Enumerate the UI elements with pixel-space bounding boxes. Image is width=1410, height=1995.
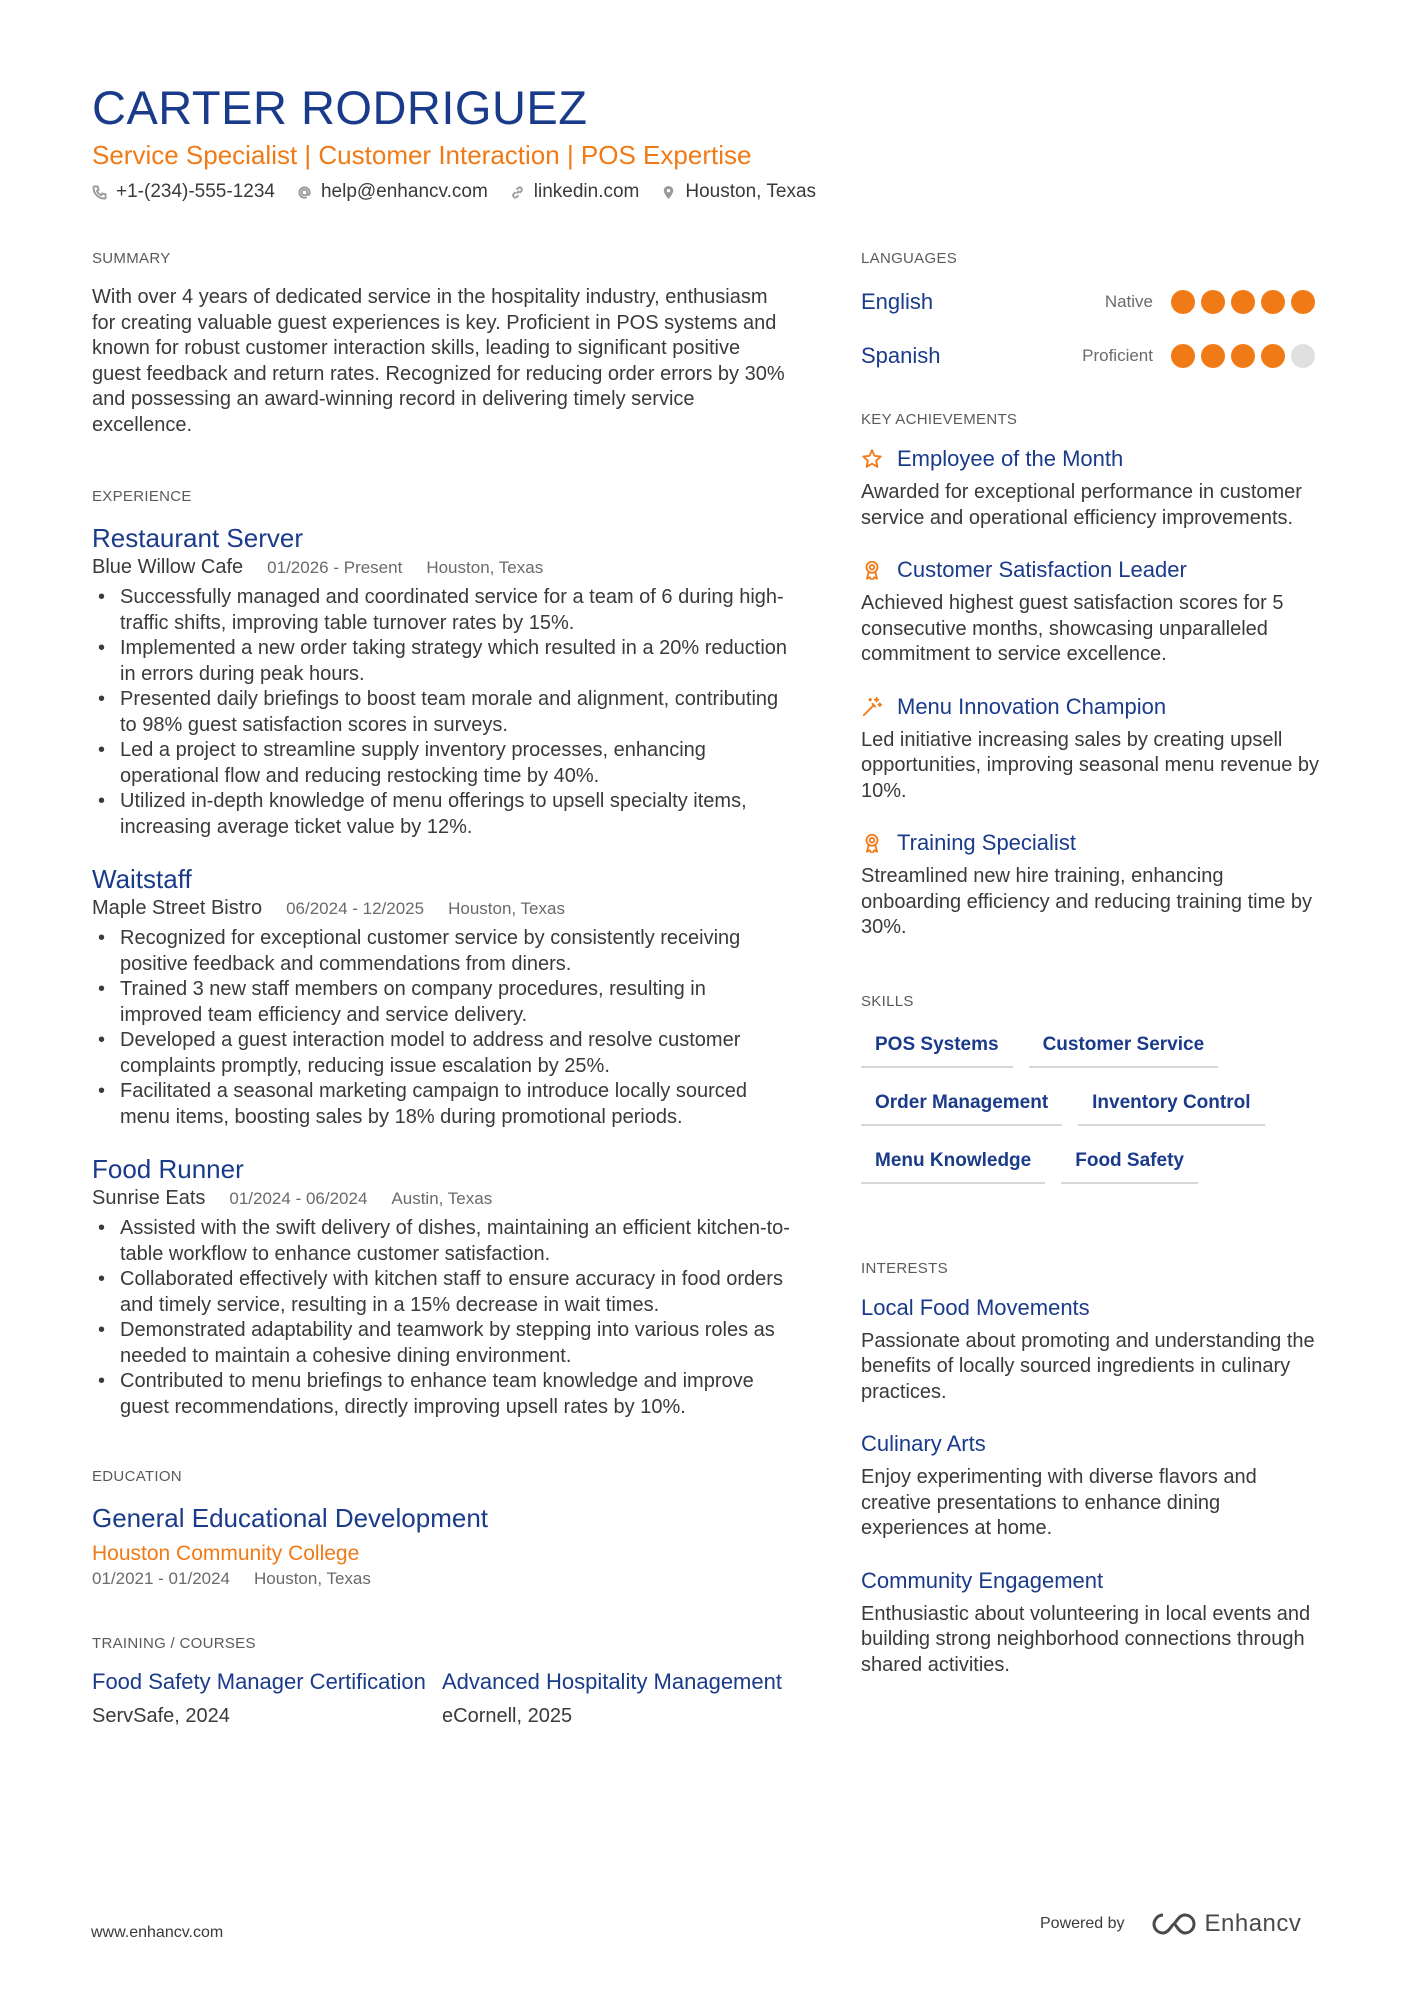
job-dates: 01/2024 - 06/2024	[229, 1189, 368, 1208]
achievement-title: Employee of the Month	[897, 446, 1124, 471]
job-dates: 06/2024 - 12/2025	[286, 899, 425, 918]
job-bullets	[92, 1216, 792, 1420]
summary-heading: SUMMARY	[92, 250, 171, 267]
rating-dot-filled	[1261, 344, 1285, 368]
phone-icon	[92, 185, 107, 200]
achievement-head	[861, 446, 1321, 472]
interest-title: Community Engagement	[861, 1567, 1104, 1593]
candidate-name: CARTER RODRIGUEZ	[92, 81, 588, 134]
footer-branding[interactable]	[1040, 1910, 1301, 1938]
achievement-item	[861, 557, 1321, 668]
training-heading: TRAINING / COURSES	[92, 1635, 256, 1652]
achievement-title: Training Specialist	[897, 830, 1076, 855]
job-role: Waitstaff	[92, 864, 192, 894]
rating-dot-filled	[1201, 344, 1225, 368]
job-meta	[92, 1187, 792, 1210]
languages-heading: LANGUAGES	[861, 250, 958, 267]
rating-dot-filled	[1171, 344, 1195, 368]
interest-item	[861, 1295, 1321, 1406]
skill-tag: Inventory Control	[1078, 1088, 1264, 1126]
achievement-item	[861, 446, 1321, 531]
bullet-item: • Led a project to streamline supply inventory processes, enhancing operational flow and reducing restocking time by 40%.	[92, 738, 792, 789]
bullet-item: • Contributed to menu briefings to enhance team knowledge and improve guest recommendations, directly improving upsell rates by 10%.	[92, 1369, 792, 1420]
contact-email[interactable]	[297, 181, 488, 203]
achievement-desc: Awarded for exceptional performance in customer service and operational efficiency improvements.	[861, 481, 1302, 529]
achievement-head	[861, 557, 1321, 583]
bullet-item: • Developed a guest interaction model to address and resolve customer complaints promptly, reducing issue escalation by 25%.	[92, 1028, 792, 1079]
job-meta	[92, 556, 792, 579]
course-item	[442, 1668, 792, 1728]
bullet-item: • Utilized in-depth knowledge of menu offerings to upsell specialty items, increasing average ticket value by 12%.	[92, 789, 792, 840]
skills-heading: SKILLS	[861, 992, 914, 1010]
bullet-item: • Implemented a new order taking strategy which resulted in a 20% reduction in errors during peak hours.	[92, 636, 792, 687]
achievement-title: Customer Satisfaction Leader	[897, 557, 1187, 582]
language-level: Native	[1104, 292, 1153, 311]
interest-item	[861, 1431, 1321, 1542]
language-name: Spanish	[861, 343, 941, 368]
language-rating	[1171, 290, 1321, 314]
rating-dot-filled	[1201, 290, 1225, 314]
achievement-item	[861, 830, 1321, 941]
phone-text: +1-(234)-555-1234	[116, 181, 275, 202]
achievement-title: Menu Innovation Champion	[897, 693, 1167, 719]
job-company: Sunrise Eats	[92, 1187, 206, 1209]
rating-dot-filled	[1171, 290, 1195, 314]
achievement-desc: Achieved highest guest satisfaction scores for 5 consecutive months, showcasing unparalleled commitment to service excellence.	[861, 592, 1284, 665]
job-dates: 01/2026 - Present	[267, 558, 403, 577]
interest-desc: Enthusiastic about volunteering in local events and building strong neighborhood connections through shared activities.	[861, 1602, 1311, 1676]
candidate-title: Service Specialist | Customer Interaction | POS Expertise	[92, 140, 752, 170]
job-location: Austin, Texas	[391, 1189, 493, 1208]
course-org: eCornell, 2025	[442, 1705, 573, 1727]
left-column	[92, 250, 792, 1728]
interests-heading: INTERESTS	[861, 1259, 948, 1277]
achievement-head	[861, 694, 1321, 720]
language-row	[861, 341, 1321, 371]
job-company: Blue Willow Cafe	[92, 556, 244, 578]
language-name: English	[861, 289, 934, 314]
skill-tag: Food Safety	[1061, 1146, 1198, 1184]
achievement-item	[861, 694, 1321, 805]
rating-dot-filled	[1231, 344, 1255, 368]
achievements-heading: KEY ACHIEVEMENTS	[861, 411, 1018, 428]
interest-item	[861, 1568, 1321, 1679]
achievement-desc: Led initiative increasing sales by creating upsell opportunities, improving seasonal menu revenue by 10%.	[861, 728, 1320, 802]
enhancv-logo-icon	[1151, 1910, 1197, 1938]
bullet-item: • Successfully managed and coordinated service for a team of 6 during high-traffic shifts, improving table turnover rates by 15%.	[92, 585, 792, 636]
skill-tag: Order Management	[861, 1088, 1062, 1126]
course-title: Advanced Hospitality Management	[442, 1669, 782, 1694]
medal-icon	[861, 559, 883, 581]
bullet-item: • Trained 3 new staff members on company procedures, resulting in improved team efficiency and service delivery.	[92, 977, 792, 1028]
course-item	[92, 1668, 442, 1728]
interest-title: Culinary Arts	[861, 1431, 986, 1456]
medal-icon	[861, 832, 883, 854]
contact-bar	[92, 181, 838, 203]
language-rating	[1171, 344, 1321, 368]
language-list	[861, 287, 1321, 371]
footer-website[interactable]: www.enhancv.com	[91, 1924, 224, 1941]
bullet-item: • Demonstrated adaptability and teamwork by stepping into various roles as needed to maintain a cohesive dining environment.	[92, 1318, 792, 1369]
powered-by-label: Powered by	[1040, 1915, 1125, 1932]
language-level: Proficient	[1082, 346, 1153, 365]
star-icon	[861, 448, 883, 470]
job-entry	[92, 523, 792, 840]
skill-tag: Menu Knowledge	[861, 1146, 1045, 1184]
education-location: Houston, Texas	[254, 1569, 371, 1588]
bullet-item: • Presented daily briefings to boost team morale and alignment, contributing to 98% guest satisfaction scores in surveys.	[92, 687, 792, 738]
skill-tag: Customer Service	[1029, 1030, 1219, 1068]
at-icon	[297, 185, 312, 200]
job-bullets	[92, 926, 792, 1130]
job-role: Restaurant Server	[92, 523, 303, 553]
course-list	[92, 1668, 792, 1728]
rating-dot-filled	[1291, 290, 1315, 314]
job-entry	[92, 864, 792, 1130]
job-meta	[92, 897, 792, 920]
contact-phone	[92, 181, 275, 203]
education-dates: 01/2021 - 01/2024	[92, 1569, 231, 1588]
job-company: Maple Street Bistro	[92, 897, 263, 919]
interest-title: Local Food Movements	[861, 1294, 1090, 1320]
bullet-item: • Facilitated a seasonal marketing campaign to introduce locally sourced menu items, boosting sales by 18% during promotional periods.	[92, 1079, 792, 1130]
magic-wand-icon	[861, 696, 883, 718]
achievement-desc: Streamlined new hire training, enhancing onboarding efficiency and reducing training time by 30%.	[861, 865, 1313, 938]
job-entry	[92, 1154, 792, 1420]
interest-desc: Enjoy experimenting with diverse flavors and creative presentations to enhance dining experiences at home.	[861, 1466, 1257, 1539]
course-title: Food Safety Manager Certification	[92, 1669, 426, 1694]
location-pin-icon	[661, 185, 676, 200]
experience-heading: EXPERIENCE	[92, 488, 192, 505]
rating-dot-empty	[1291, 344, 1315, 368]
education-degree: General Educational Development	[92, 1503, 489, 1533]
education-school: Houston Community College	[92, 1542, 360, 1565]
job-role: Food Runner	[92, 1154, 244, 1184]
education-heading: EDUCATION	[92, 1468, 182, 1485]
rating-dot-filled	[1231, 290, 1255, 314]
achievement-head	[861, 830, 1321, 856]
job-location: Houston, Texas	[426, 558, 544, 577]
summary-text: With over 4 years of dedicated service in the hospitality industry, enthusiasm for creating valuable guest experiences is key. Proficient in POS systems and known for robust customer interaction skills, leading to significant positive guest feedback and return rates. Recognized for reducing order errors by 30% and possessing an award-winning record in delivering timely service excellence.	[92, 286, 785, 436]
linkedin-text: linkedin.com	[533, 181, 640, 202]
rating-dot-filled	[1261, 290, 1285, 314]
job-location: Houston, Texas	[448, 899, 565, 918]
brand-name: Enhancv	[1204, 1910, 1302, 1937]
bullet-item: • Recognized for exceptional customer service by consistently receiving positive feedback and commendations from diners.	[92, 926, 792, 977]
skills-list	[861, 1030, 1321, 1204]
contact-linkedin[interactable]	[510, 181, 640, 203]
language-row	[861, 287, 1321, 317]
education-meta	[92, 1569, 792, 1589]
interest-desc: Passionate about promoting and understanding the benefits of locally sourced ingredients in culinary practices.	[861, 1329, 1315, 1403]
right-column	[861, 250, 1321, 1678]
skill-tag: POS Systems	[861, 1030, 1013, 1068]
email-text: help@enhancv.com	[320, 181, 488, 202]
location-text: Houston, Texas	[685, 181, 817, 202]
bullet-item: • Assisted with the swift delivery of dishes, maintaining an efficient kitchen-to-table workflow to enhance customer satisfaction.	[92, 1216, 792, 1267]
course-org: ServSafe, 2024	[92, 1705, 230, 1727]
job-bullets	[92, 585, 792, 840]
contact-location	[661, 181, 816, 203]
link-icon	[510, 185, 525, 200]
bullet-item: • Collaborated effectively with kitchen staff to ensure accuracy in food orders and timely service, resulting in a 15% decrease in wait times.	[92, 1267, 792, 1318]
